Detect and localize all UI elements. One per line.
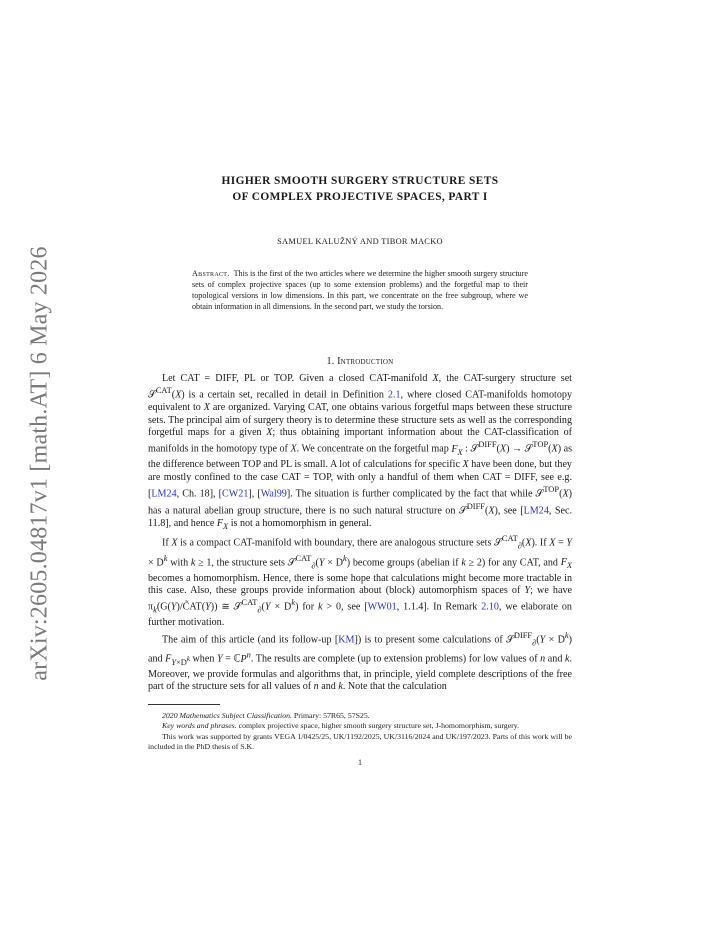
- abstract-label: Abstract.: [192, 269, 230, 278]
- citation-link[interactable]: CW21: [222, 488, 249, 500]
- footnote-support: This work was supported by grants VEGA 1/0425/25, UK/1192/2025, UK/3116/2024 and UK/197/2023. Parts of this work will be included in the PhD thesis of S.K.: [148, 731, 572, 752]
- citation-link[interactable]: 2.1: [387, 389, 401, 401]
- paper-title: [148, 173, 572, 205]
- paragraph-3: The aim of this article (and its follow-up [KM]) is to present some calculations of 𝒮$^{DIFF}_\partial$(Y × $D^k$) and $F_{Y\times D^k}$ when Y = ℂP$^n$. The results are complete (up to extension problems) for low values of n and k. Moreover, we provide formulas and algorithms that, in principle, yield complete descriptions of the free part of the structure sets for all values of n and k. Note that the calculation: [148, 630, 572, 693]
- paragraph-2: If X is a compact CAT-manifold with boundary, there are analogous structure sets 𝒮$^{CAT}_\partial$(X). If $X = Y \times D^k$ with k ≥ 1, the structure sets 𝒮$^{CAT}_\partial$(Y × $D^k$) become groups (abelian if k ≥ 2) for any CAT, and $F_X$ becomes a homomorphism. Hence, there is some hope that calculations might become more tractable in this case. Also, these groups provide information about (block) automorphism spaces of Y; we have $\pi_k(G(Y)/C̃AT(Y))$ ≅ 𝒮$^{CAT}_\partial$(Y × $D^k$) for k > 0, see [WW01, 1.1.4]. In Remark 2.10, we elaborate on further motivation.: [148, 533, 572, 629]
- citation-link[interactable]: LM24: [523, 505, 549, 517]
- keywords-text: complex projective space, higher smooth surgery structure set, J-homomorphism, surgery.: [236, 721, 520, 731]
- arxiv-stamp: [22, 245, 58, 681]
- title-line-2: OF COMPLEX PROJECTIVE SPACES, PART I: [232, 191, 488, 203]
- abstract-text: This is the first of the two articles where we determine the higher smooth surgery structure sets of complex projective spaces (up to some extension problems) and the forgetful map to their topological versions in low dimensions. In this part, we concentrate on the free subgroup, where we obtain information in all dimensions. In the second part, we study the torsion.: [192, 269, 528, 311]
- footnote-rule: [148, 704, 220, 705]
- section-body: [148, 373, 572, 694]
- citation-link[interactable]: WW01: [367, 601, 397, 613]
- footnote-msc: [148, 711, 572, 722]
- citation-link[interactable]: Wal99: [260, 488, 287, 500]
- msc-text: Primary: 57R65, 57S25.: [291, 710, 370, 720]
- citation-link[interactable]: KM: [338, 633, 355, 645]
- title-line-1: HIGHER SMOOTH SURGERY STRUCTURE SETS: [221, 175, 499, 187]
- paper-page: [148, 170, 572, 767]
- page-number: 1: [358, 757, 362, 767]
- msc-label: 2020 Mathematics Subject Classification.: [162, 710, 292, 720]
- section-number: 1.: [326, 356, 335, 367]
- keywords-label: Key words and phrases.: [162, 721, 237, 731]
- authors: SAMUEL KALUŽNÝ AND TIBOR MACKO: [277, 237, 443, 246]
- citation-link[interactable]: LM24: [151, 488, 177, 500]
- section-title: Introduction: [337, 356, 394, 367]
- citation-link[interactable]: 2.10: [481, 601, 499, 613]
- footnote-keywords: [148, 721, 572, 732]
- section-heading: [148, 356, 572, 367]
- arxiv-stamp-text: arXiv:2605.04817v1 [math.AT] 6 May 2026: [26, 245, 53, 681]
- paragraph-1: Let CAT = DIFF, PL or TOP. Given a closed CAT-manifold X, the CAT-surgery structure set 𝒮$^{CAT}$(X) is a certain set, recalled in detail in Definition 2.1, where closed CAT-manifolds homotopy equivalent to X are organized. Varying CAT, one obtains various forgetful maps between these structure sets. The principal aim of surgery theory is to determine these structure sets as well as the corresponding forgetful maps for a given X; thus obtaining important information about the CAT-classification of manifolds in the homotopy type of X. We concentrate on the forgetful map $F_X$ : 𝒮$^{DIFF}$(X) → 𝒮$^{TOP}$(X) as the difference between TOP and PL is small. A lot of calculations for specific X have been done, but they are mostly confined to the case CAT = TOP, with only a handful of them when CAT = DIFF, see e.g. [LM24, Ch. 18], [CW21], [Wal99]. The situation is further complicated by the fact that while 𝒮$^{TOP}$(X) has a natural abelian group structure, there is no such natural structure on 𝒮$^{DIFF}$(X), see [LM24, Sec. 11.8], and hence $F_X$ is not a homomorphism in general.: [148, 373, 573, 531]
- abstract: [192, 268, 528, 312]
